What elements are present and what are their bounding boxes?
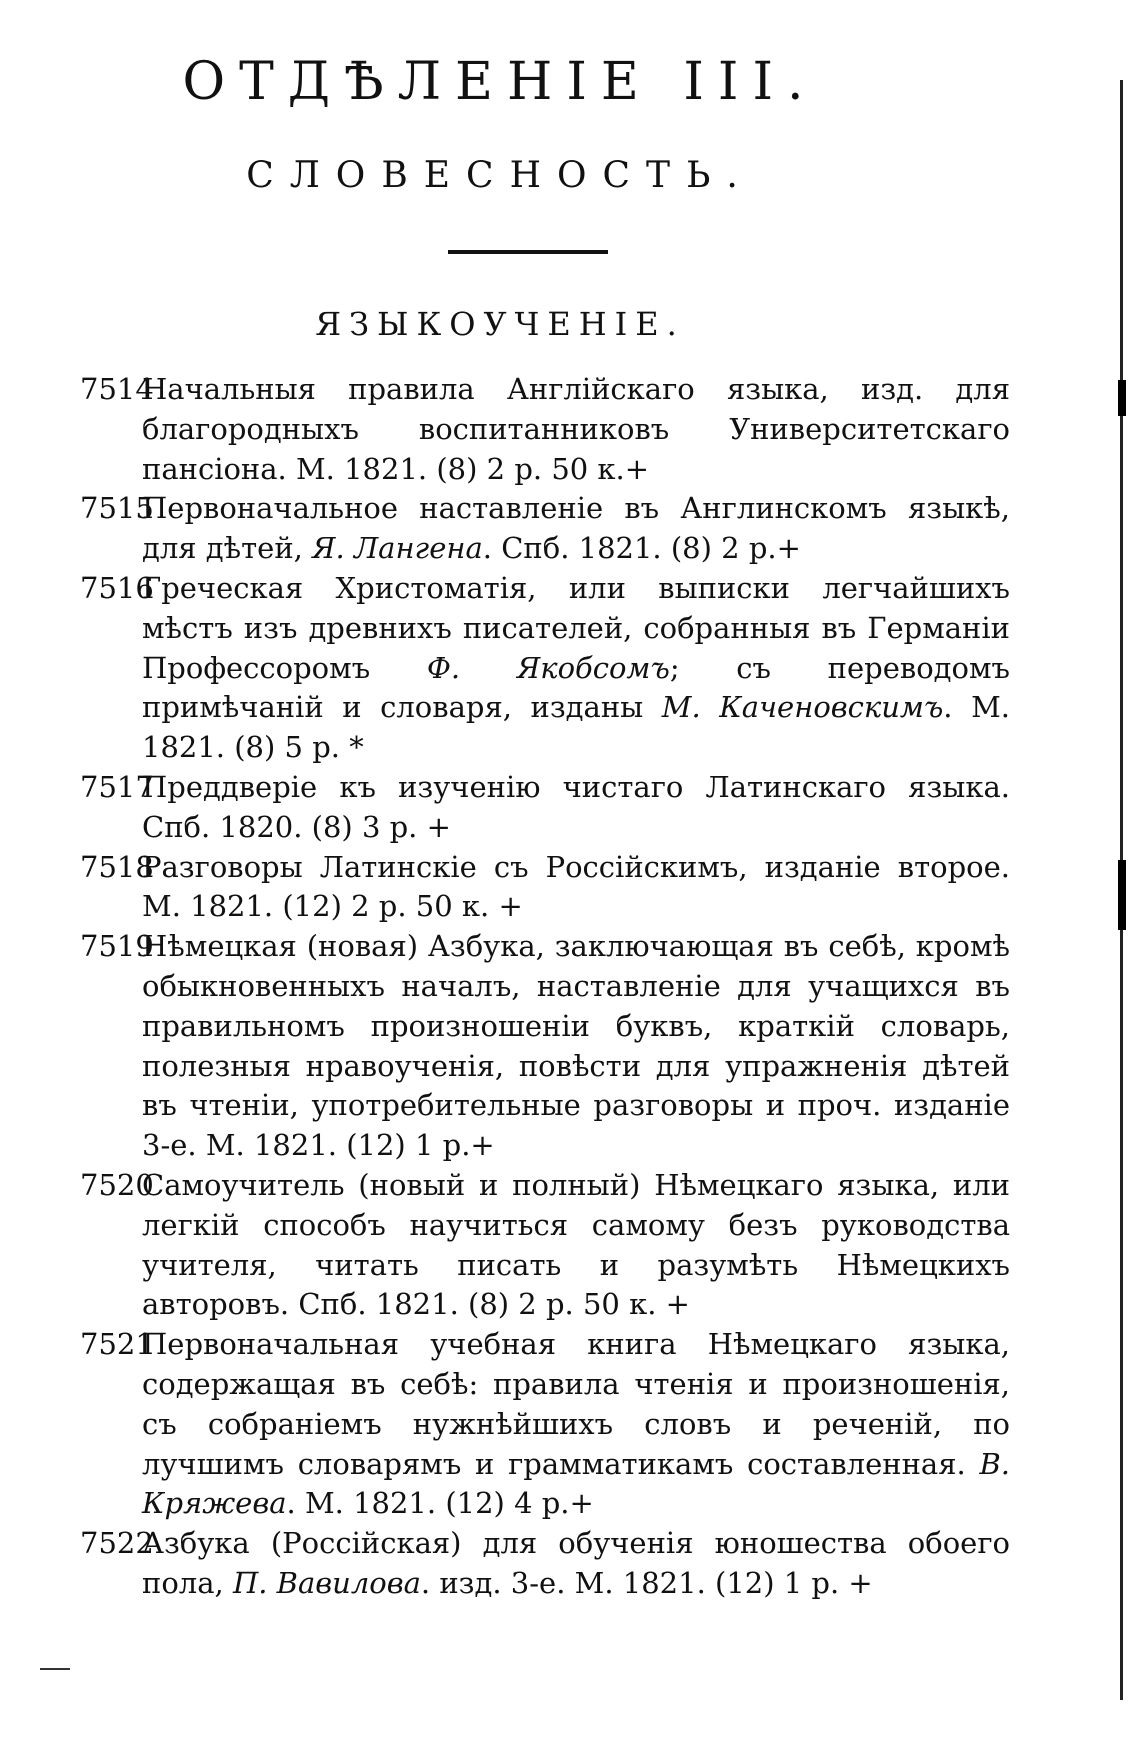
catalog-entry — [80, 927, 1010, 1166]
entry-number: 7515 — [80, 491, 154, 526]
entry-text: Преддверіе къ изученію чистаго Латинскаго языка. Спб. 1820. (8) 3 р. + — [142, 769, 1010, 844]
catalog-entry — [80, 1524, 1010, 1604]
entry-text: ; съ переводомъ примѣчаній и словаря, изданы — [142, 650, 1010, 725]
catalog-entries — [80, 370, 1010, 1604]
catalog-entry — [80, 1166, 1010, 1325]
entry-number: 7517 — [80, 769, 154, 804]
entry-author: П. Вавилова — [232, 1565, 421, 1600]
entry-author: Я. Лангена — [312, 531, 483, 566]
entry-author: М. Каченовскимъ — [661, 690, 944, 725]
entry-author: Ф. Якобсомъ — [426, 650, 670, 685]
entry-number: 7516 — [80, 570, 154, 605]
entry-author: В. Кряжева — [142, 1446, 1010, 1521]
entry-text: Первоначальное наставленіе въ Англинскомъ языкѣ, для дѣтей, — [142, 491, 1010, 566]
entry-text: . М. 1821. (8) 5 р. * — [142, 690, 1010, 765]
catalog-entry — [80, 848, 1010, 928]
page-corner-mark — [40, 1668, 70, 1670]
entry-text: Азбука (Россійская) для обученія юношества обоего пола, — [142, 1526, 1010, 1600]
entry-number: 7514 — [80, 372, 154, 406]
catalog-entry — [80, 1325, 1010, 1524]
entry-text: Начальныя правила Англійскаго языка, изд. для благородныхъ воспитанниковъ Университетскаго пансіона. М. 1821. (8) 2 р. 50 к.+ — [142, 372, 1010, 486]
entry-text: Самоучитель (новый и полный) Нѣмецкаго языка, или легкій способъ научиться самому безъ руководства учителя, читать писать и разумѣть Нѣмецкихъ авторовъ. Спб. 1821. (8) 2 р. 50 к. + — [142, 1167, 1010, 1322]
entry-text: Греческая Христоматія, или выписки легчайшихъ мѣстъ изъ древнихъ писателей, собранныя въ Германіи Профессоромъ — [142, 570, 1010, 685]
catalog-entry — [80, 569, 1010, 768]
catalog-entry — [80, 489, 1010, 569]
entry-text: . М. 1821. (12) 4 р.+ — [286, 1486, 594, 1521]
page-edge-mark — [1118, 380, 1126, 416]
catalog-entry — [80, 768, 1010, 848]
entry-text: Нѣмецкая (новая) Азбука, заключающая въ себѣ, кромѣ обыкновенныхъ началъ, наставленіе для учащихся въ правильномъ произношеніи буквъ, краткій словарь, полезныя нравоученія, повѣсти для упражненія дѣтей въ чтеніи, употребительные разговоры и проч. изданіе 3-е. М. 1821. (12) 1 р.+ — [142, 929, 1010, 1163]
entry-text: . изд. 3-е. М. 1821. (12) 1 р. + — [420, 1565, 873, 1600]
entry-number: 7519 — [80, 929, 154, 964]
entry-text: . Спб. 1821. (8) 2 р.+ — [482, 531, 801, 566]
decorative-rule — [448, 250, 608, 254]
entry-number: 7518 — [80, 849, 154, 884]
entry-text: Разговоры Латинскіе съ Россійскимъ, изданіе второе. М. 1821. (12) 2 р. 50 к. + — [142, 849, 1010, 924]
entry-text: Первоначальная учебная книга Нѣмецкаго языка, содержащая въ себѣ: правила чтенія и произношенія, съ собраніемъ нужнѣйшихъ словъ и реченій, по лучшимъ словарямъ и грамматикамъ составленная. — [142, 1327, 1010, 1481]
catalog-entry — [80, 370, 1010, 489]
entry-number: 7520 — [80, 1167, 154, 1202]
page-edge-mark — [1118, 860, 1126, 930]
section-title: СЛОВЕСНОСТЬ. — [246, 155, 754, 196]
subsection-title: ЯЗЫКОУЧЕНІЕ. — [315, 305, 685, 343]
entry-number: 7522 — [80, 1526, 154, 1561]
section-heading: ОТДѢЛЕНІЕ III. — [182, 52, 818, 112]
entry-number: 7521 — [80, 1327, 154, 1362]
